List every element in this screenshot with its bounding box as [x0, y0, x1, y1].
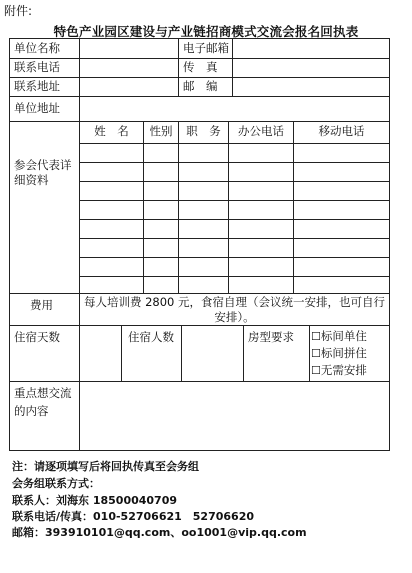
footer-note: 注：请逐项填写后将回执传真至会务组	[12, 460, 199, 473]
attachment-label: 附件:	[4, 4, 33, 18]
form-title: 特色产业园区建设与产业链招商模式交流会报名回执表	[53, 24, 359, 39]
room-option-shared[interactable]	[311, 346, 367, 361]
lodging-people-label: 住宿人数	[128, 330, 174, 344]
org-address-field[interactable]	[81, 98, 388, 120]
lodging-days-field[interactable]	[81, 327, 120, 380]
email-field[interactable]	[234, 40, 388, 57]
participants-table-body[interactable]	[81, 145, 388, 292]
checkbox-icon[interactable]	[311, 346, 321, 360]
col-name: 姓 名	[94, 124, 129, 138]
room-option-none-label: 无需安排	[320, 363, 367, 377]
footer-contact-email: 邮箱：393910101@qq.com、oo1001@vip.qq.com	[12, 526, 307, 539]
org-name-field[interactable]	[81, 40, 176, 57]
col-mobile-phone: 移动电话	[318, 124, 365, 138]
address-field[interactable]	[81, 79, 176, 95]
fee-text: 每人培训费 2800 元，食宿自理（会议统一安排，也可自行安排）。	[83, 295, 386, 324]
fee-label: 费用	[30, 298, 53, 312]
phone-label: 联系电话	[14, 60, 60, 74]
lodging-people-field[interactable]	[183, 327, 242, 380]
address-label: 联系地址	[14, 79, 60, 93]
col-office-phone: 办公电话	[238, 124, 284, 138]
postcode-field[interactable]	[234, 79, 388, 95]
postcode-label: 邮 编	[183, 79, 218, 93]
phone-field[interactable]	[81, 60, 176, 76]
topics-field[interactable]	[81, 383, 388, 449]
room-type-label: 房型要求	[248, 330, 294, 344]
room-option-single-label: 标间单住	[320, 329, 367, 343]
org-address-label: 单位地址	[14, 101, 60, 115]
email-label: 电子邮箱	[183, 41, 229, 55]
col-position: 职 务	[186, 124, 221, 138]
footer-contact-person: 联系人：刘海东 18500040709	[12, 494, 178, 507]
footer-contact-phone: 联系电话/传真：010-52706621 52706620	[12, 510, 255, 523]
col-gender: 性别	[149, 124, 173, 138]
room-option-none[interactable]	[311, 363, 367, 378]
lodging-days-label: 住宿天数	[14, 330, 60, 344]
checkbox-icon[interactable]	[311, 329, 321, 343]
participants-label: 参会代表详细资料	[14, 158, 72, 187]
footer-contact-method: 会务组联系方式：	[12, 477, 100, 490]
org-name-label: 单位名称	[14, 41, 60, 55]
checkbox-icon[interactable]	[311, 363, 321, 377]
room-option-shared-label: 标间拼住	[320, 346, 367, 360]
fax-label: 传 真	[183, 60, 218, 74]
room-option-single[interactable]	[311, 329, 367, 344]
topics-label: 重点想交流的内容	[14, 386, 72, 418]
fax-field[interactable]	[234, 60, 388, 76]
